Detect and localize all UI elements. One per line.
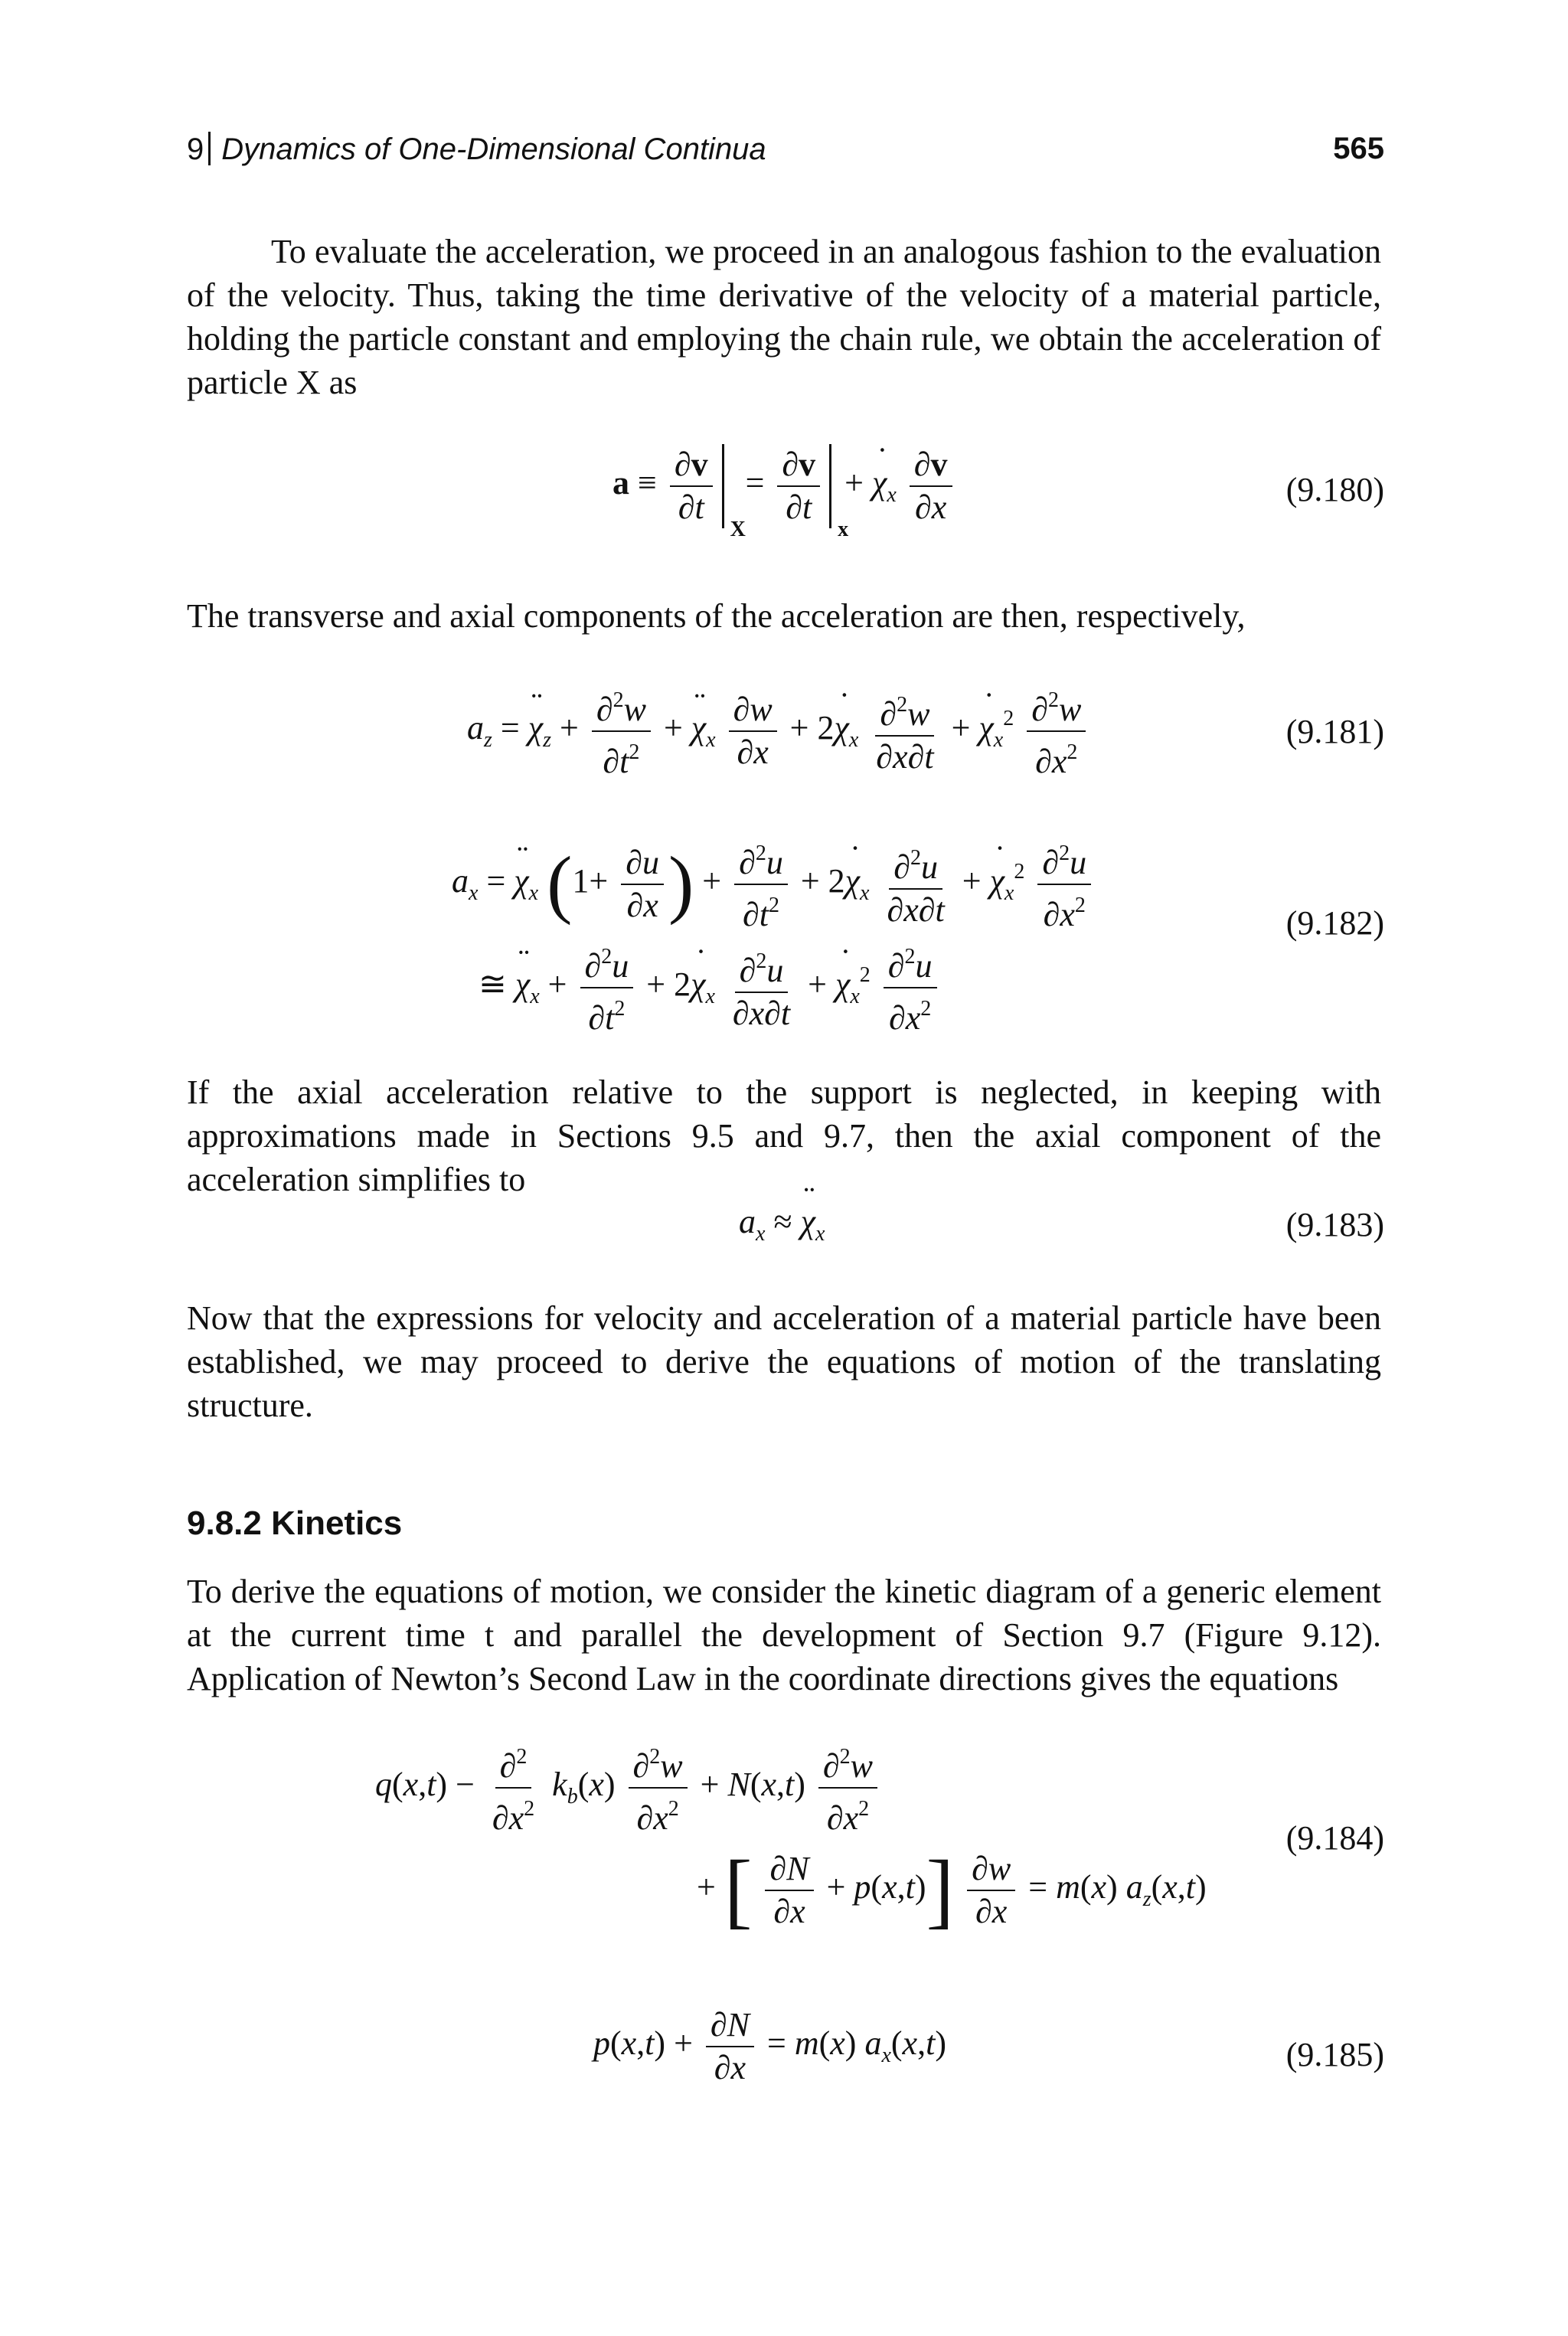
- section-heading: 9.8.2 Kinetics: [187, 1505, 403, 1542]
- chapter-number: 9: [187, 132, 204, 166]
- paragraph-proceed: Now that the expressions for velocity and acceleration of a material particle have been established, we may proceed to derive the equations of motion of the translating structure.: [187, 1299, 1381, 1424]
- chapter-title: Dynamics of One-Dimensional Continua: [221, 132, 766, 166]
- equation-number-9-183: (9.183): [1285, 1206, 1384, 1243]
- paragraph-kinetics: To derive the equations of motion, we consider the kinetic diagram of a generic element at the current time t and parallel the development of Section 9.7 (Figure 9.12). Application of Newton’s Second Law in the coordinate directions gives the equations: [187, 1573, 1381, 1697]
- paragraph-acceleration-intro: To evaluate the acceleration, we proceed in an analogous fashion to the evaluation of the velocity. Thus, taking the time derivative of the velocity of a material particle, holding the particle constant and employing the chain rule, we obtain the acceleration of particle X as: [187, 233, 1381, 401]
- equation-number-9-182: (9.182): [1285, 904, 1384, 942]
- equation-9-181: $a_z$ = ¨ $\chi_z$ + $\frac{\partial^2w}{\partial t^2}$ + ¨ $\chi_x$ $\frac{\partial w}{\partial x}$ + 2˙ $\chi_x$ $\frac{\partial^2w}{\partial x\partial t}$ + ˙ $\chi_x^2$ $\frac{\partial^2w}{\partial x^2}$: [467, 681, 1090, 781]
- header-divider: [208, 132, 211, 165]
- chapter-header: [187, 132, 766, 167]
- equation-9-184-line-1: q(x,t) − $\frac{\partial^2}{\partial x^2}$ $k_b(x)$ $\frac{\partial^2w}{\partial x^2}$ + N(x,t) $\frac{\partial^2w}{\partial x^2}$: [375, 1738, 882, 1838]
- equation-number-9-180: (9.180): [1285, 471, 1384, 508]
- equation-9-180: a ≡ $\frac{\partial v}{\partial t}$ X = $\frac{\partial v}{\partial t}$ x + ˙ $\chi_x$ $\frac{\partial v}{\partial x}$: [612, 444, 957, 528]
- equation-number-9-181: (9.181): [1285, 713, 1384, 750]
- equation-number-9-184: (9.184): [1285, 1819, 1384, 1857]
- equation-9-182-line-1: $a_x$ = ¨ $\chi_x$ (1+ $\frac{\partial u}{\partial x}$ ) + $\frac{\partial^2u}{\partial t^2}$ + 2˙ $\chi_x$ $\frac{\partial^2u}{\partial x\partial t}$ + ˙ $\chi_x^2$ $\frac{\partial^2u}{\partial x^2}$: [452, 835, 1096, 934]
- paragraph-components: The transverse and axial components of the acceleration are then, respectively,: [187, 597, 1246, 635]
- equation-9-184-line-2: + [ $\frac{\partial N}{\partial x}$ + p(x,t)] $\frac{\partial w}{\partial x}$ = m(x) $a_z(x,t)$: [697, 1843, 1207, 1936]
- equation-9-183: $a_x$ ≈ ¨ $\chi_x$: [739, 1202, 825, 1246]
- equation-9-182-line-2: ≅ ¨ $\chi_x$ + $\frac{\partial^2u}{\partial t^2}$ + 2˙ $\chi_x$ $\frac{\partial^2u}{\partial x\partial t}$ + ˙ $\chi_x^2$ $\frac{\partial^2u}{\partial x^2}$: [479, 938, 942, 1037]
- page-number: 565: [1333, 132, 1384, 165]
- paragraph-axial-neglected: If the axial acceleration relative to the support is neglected, in keeping with approximations made in Sections 9.5 and 9.7, then the axial component of the acceleration simplifies to: [187, 1073, 1381, 1198]
- equation-number-9-185: (9.185): [1285, 2036, 1384, 2073]
- equation-9-185: p(x,t) + $\frac{\partial N}{\partial x}$ = m(x) $a_x(x,t)$: [593, 2006, 946, 2086]
